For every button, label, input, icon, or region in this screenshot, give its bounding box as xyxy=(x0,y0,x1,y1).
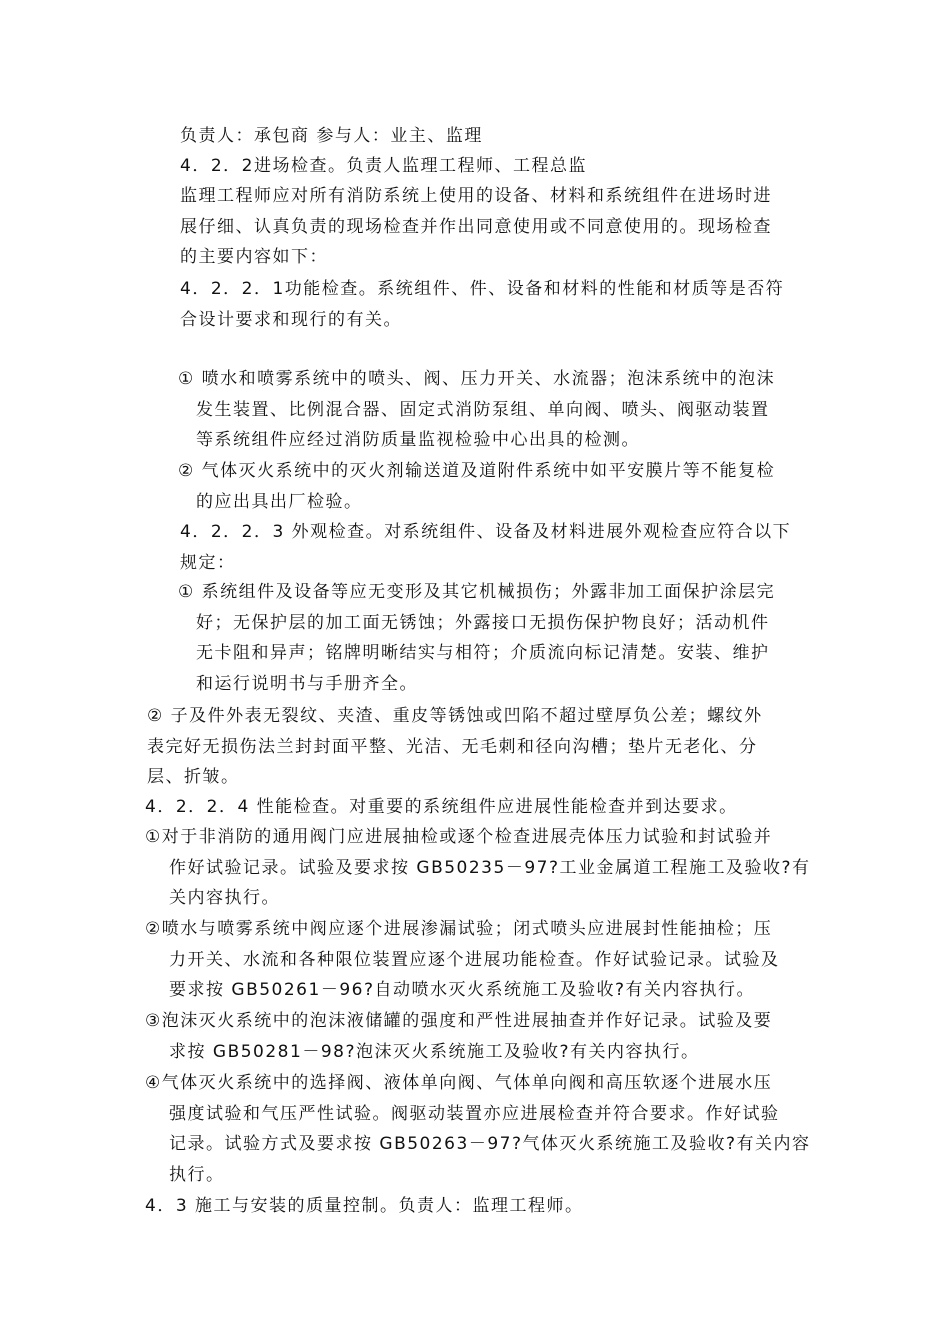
paragraph-inspection-intro xyxy=(180,181,772,273)
text-line: 表完好无损伤法兰封封面平整、光洁、无毛刺和径向沟槽；垫片无老化、分 xyxy=(147,736,758,757)
text-line: 关内容执行。 xyxy=(169,888,280,908)
text-line: 的主要内容如下： xyxy=(180,247,328,267)
text-line: 等系统组件应经过消防质量监视检验中心出具的检测。 xyxy=(196,430,640,450)
text-line: 和运行说明书与手册齐全。 xyxy=(196,673,418,694)
text-line: 4．2．2．4 性能检查。对重要的系统组件应进展性能检查并到达要求。 xyxy=(145,797,738,817)
section-heading-4-2-2-4 xyxy=(145,792,738,823)
text-line: 展仔细、认真负责的现场检查并作出同意使用或不同意使用的。现场检查 xyxy=(180,216,772,237)
text-line: ② 子及件外表无裂纹、夹渣、重皮等锈蚀或凹陷不超过壁厚负公差；螺纹外 xyxy=(147,706,763,726)
text-line: 4．2．2．1功能检查。系统组件、件、设备和材料的性能和材质等是否符 xyxy=(180,279,785,299)
list-item-3-foam xyxy=(145,1006,772,1067)
text-line: 执行。 xyxy=(169,1164,225,1185)
text-line: ① 系统组件及设备等应无变形及其它机械损伤；外露非加工面保护涂层完 xyxy=(178,582,776,602)
section-heading-4-2-2-3 xyxy=(180,517,791,578)
text-line: ①对于非消防的通用阀门应进展抽检或逐个检查进展壳体压力试验和封试验并 xyxy=(145,827,773,847)
list-item-1-valves xyxy=(145,822,811,914)
text-line: 4．2．2．3 外观检查。对系统组件、设备及材料进展外观检查应符合以下 xyxy=(180,522,792,542)
list-item-2-leak-test xyxy=(145,914,780,1006)
text-line: 负责人：承包商 参与人：业主、监理 xyxy=(180,126,483,146)
text-line: ③泡沫灭火系统中的泡沫液储罐的强度和严性进展抽查并作好记录。试验及要 xyxy=(145,1011,773,1031)
list-item-1-appearance xyxy=(178,577,775,699)
list-item-1-sprinkler xyxy=(178,364,775,456)
section-heading-4-2-2-1 xyxy=(180,274,784,335)
text-line: 规定： xyxy=(180,552,236,573)
text-line: 无卡阻和异声；铭牌明晰结实与相符；介质流向标记清楚。安装、维护 xyxy=(196,643,770,663)
text-line: 4．2．2进场检查。负责人监理工程师、工程总监 xyxy=(180,156,587,176)
text-line: 发生装置、比例混合器、固定式消防泵组、单向阀、喷头、阀驱动装置 xyxy=(196,399,770,420)
text-line: 监理工程师应对所有消防系统上使用的设备、材料和系统组件在进场时进 xyxy=(180,186,772,206)
section-heading-4-2-2 xyxy=(180,151,587,182)
list-item-4-gas-valves xyxy=(145,1068,811,1190)
text-line: 好；无保护层的加工面无锈蚀；外露接口无损伤保护物良好；活动机件 xyxy=(196,612,770,633)
responsibility-line xyxy=(180,121,483,152)
text-line: ② 气体灭火系统中的灭火剂输送道及道附件系统中如平安膜片等不能复检 xyxy=(178,461,776,481)
text-line: 求按 GB50281－98?泡沫灭火系统施工及验收?有关内容执行。 xyxy=(169,1041,700,1062)
list-item-2-surface xyxy=(147,701,763,793)
text-line: 4．3 施工与安装的质量控制。负责人：监理工程师。 xyxy=(145,1196,584,1216)
text-line: 要求按 GB50261－96?自动喷水灭火系统施工及验收?有关内容执行。 xyxy=(169,980,755,1000)
text-line: 的应出具出厂检验。 xyxy=(196,491,363,512)
text-line: 强度试验和气压严性试验。阀驱动装置亦应进展检查并符合要求。作好试验 xyxy=(169,1103,780,1124)
text-line: 合设计要求和现行的有关。 xyxy=(180,309,402,330)
text-line: 层、折皱。 xyxy=(147,767,240,787)
text-line: 力开关、水流和各种限位装置应逐个进展功能检查。作好试验记录。试验及 xyxy=(169,949,780,970)
section-heading-4-3 xyxy=(145,1191,584,1222)
list-item-2-gas xyxy=(178,456,775,517)
text-line: ① 喷水和喷雾系统中的喷头、阀、压力开关、水流器；泡沫系统中的泡沫 xyxy=(178,369,776,389)
text-line: 作好试验记录。试验及要求按 GB50235－97?工业金属道工程施工及验收?有 xyxy=(169,857,811,878)
text-line: 记录。试验方式及要求按 GB50263－97?气体灭火系统施工及验收?有关内容 xyxy=(169,1134,811,1154)
text-line: ②喷水与喷雾系统中阀应逐个进展渗漏试验；闭式喷头应进展封性能抽检；压 xyxy=(145,919,773,939)
text-line: ④气体灭火系统中的选择阀、液体单向阀、气体单向阀和高压软逐个进展水压 xyxy=(145,1073,773,1093)
